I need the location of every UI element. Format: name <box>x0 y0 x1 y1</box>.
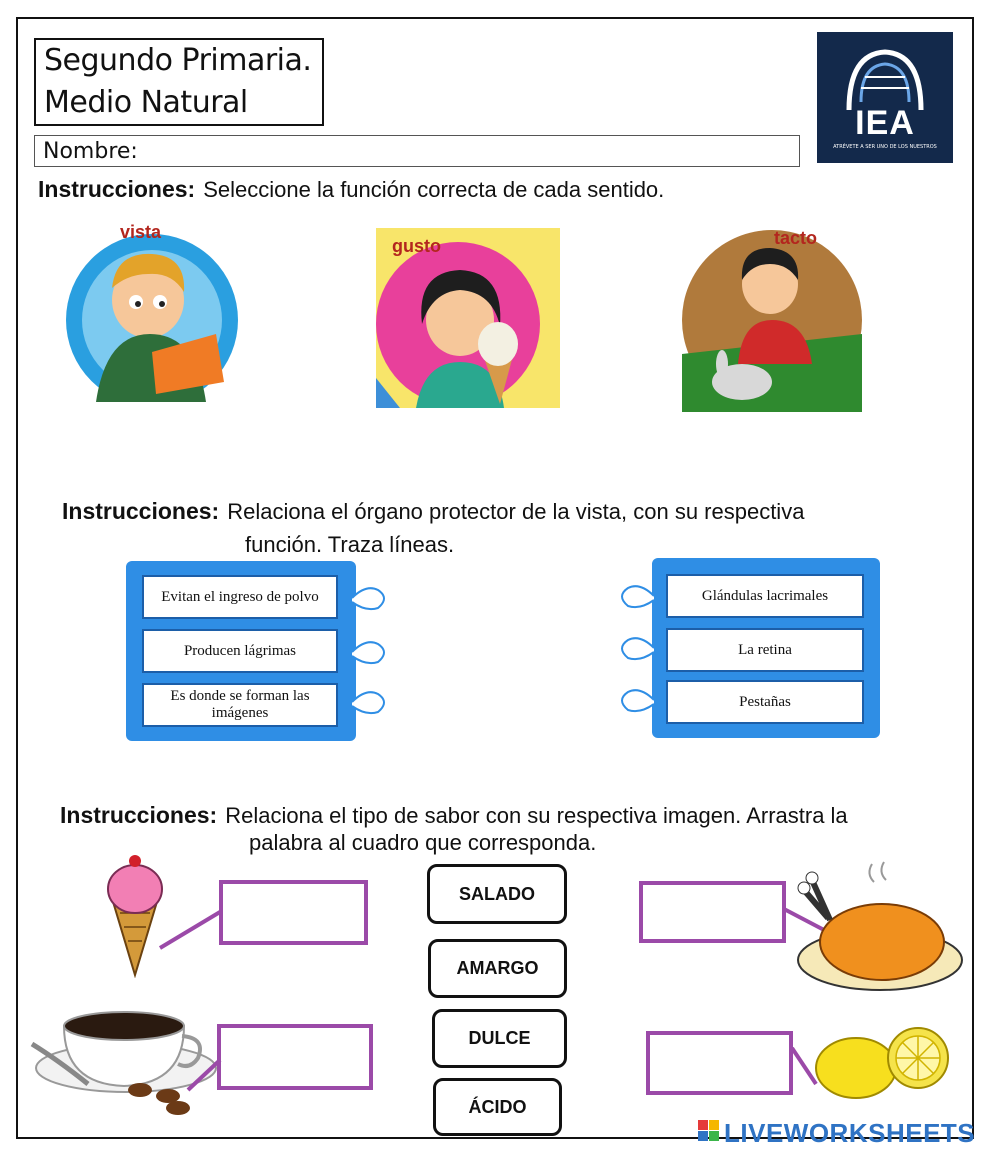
connector-right-1[interactable] <box>622 586 654 607</box>
word-salado[interactable]: SALADO <box>427 864 567 924</box>
title-box <box>34 38 324 126</box>
instructions-2-label: Instrucciones: <box>62 498 220 524</box>
line-coffee <box>186 1058 222 1094</box>
instructions-3-label: Instrucciones: <box>60 802 218 828</box>
school-logo <box>817 32 953 163</box>
connector-right-3[interactable] <box>622 690 654 711</box>
left-connectors <box>352 580 392 720</box>
sense-label-vista: vista <box>120 222 162 242</box>
connector-left-1[interactable] <box>352 588 384 609</box>
liveworksheets-logo-icon <box>698 1120 720 1144</box>
name-label: Nombre: <box>43 139 138 164</box>
right-panel <box>652 558 880 738</box>
connector-right-2[interactable] <box>622 638 654 659</box>
instructions-1-label: Instrucciones: <box>38 176 196 202</box>
roast-chicken-icon <box>794 860 968 994</box>
sense-label-gusto: gusto <box>392 236 441 256</box>
lemon-icon <box>814 1024 952 1100</box>
instructions-1 <box>38 176 664 203</box>
drop-box-chicken[interactable] <box>639 881 786 943</box>
instructions-3-text-line-2: palabra al cuadro que corresponda. <box>249 830 597 855</box>
right-item-glandulas: Glándulas lacrimales <box>666 574 864 618</box>
sense-label-tacto: tacto <box>774 228 818 248</box>
instructions-3-line-2 <box>249 830 596 856</box>
word-dulce[interactable]: DULCE <box>432 1009 567 1068</box>
left-item-lagrimas: Producen lágrimas <box>142 629 338 673</box>
liveworksheets-brand: LIVEWORKSHEETS <box>724 1118 976 1148</box>
title-line-1: Segundo Primaria. <box>44 43 312 78</box>
instructions-2-text-line-1: Relaciona el órgano protector de la vista, con su respectiva <box>227 499 805 524</box>
line-icecream <box>158 908 222 950</box>
right-item-retina: La retina <box>666 628 864 672</box>
right-connectors <box>614 578 654 718</box>
boy-rabbit-icon <box>682 224 862 412</box>
connector-left-3[interactable] <box>352 692 384 713</box>
instructions-2-text-line-2: función. Traza líneas. <box>245 532 455 557</box>
instructions-1-text: Seleccione la función correcta de cada sentido. <box>203 177 665 202</box>
name-field <box>34 135 800 167</box>
instructions-3 <box>60 802 940 829</box>
icecream-icon <box>104 853 166 978</box>
boy-reading-icon <box>56 222 246 402</box>
drop-box-lemon[interactable] <box>646 1031 793 1095</box>
instructions-2-line-2 <box>245 532 454 558</box>
word-acido[interactable]: ÁCIDO <box>433 1078 562 1136</box>
instructions-3-text-line-1: Relaciona el tipo de sabor con su respectiva imagen. Arrastra la <box>225 803 848 828</box>
word-amargo[interactable]: AMARGO <box>428 939 567 998</box>
drop-box-coffee[interactable] <box>217 1024 373 1090</box>
sense-vista-image <box>56 222 246 402</box>
logo-tagline: ATRÉVETE A SER UNO DE LOS NUESTROS <box>833 144 937 150</box>
logo-text: IEA <box>855 104 915 142</box>
right-item-pestanas: Pestañas <box>666 680 864 724</box>
left-item-polvo: Evitan el ingreso de polvo <box>142 575 338 619</box>
left-panel <box>126 561 356 741</box>
connector-left-2[interactable] <box>352 642 384 663</box>
drop-box-icecream[interactable] <box>219 880 368 945</box>
title-line-2: Medio Natural <box>44 85 248 120</box>
instructions-2 <box>62 498 922 525</box>
left-item-imagenes: Es donde se forman las imágenes <box>142 683 338 727</box>
sense-tacto-image <box>682 224 862 412</box>
